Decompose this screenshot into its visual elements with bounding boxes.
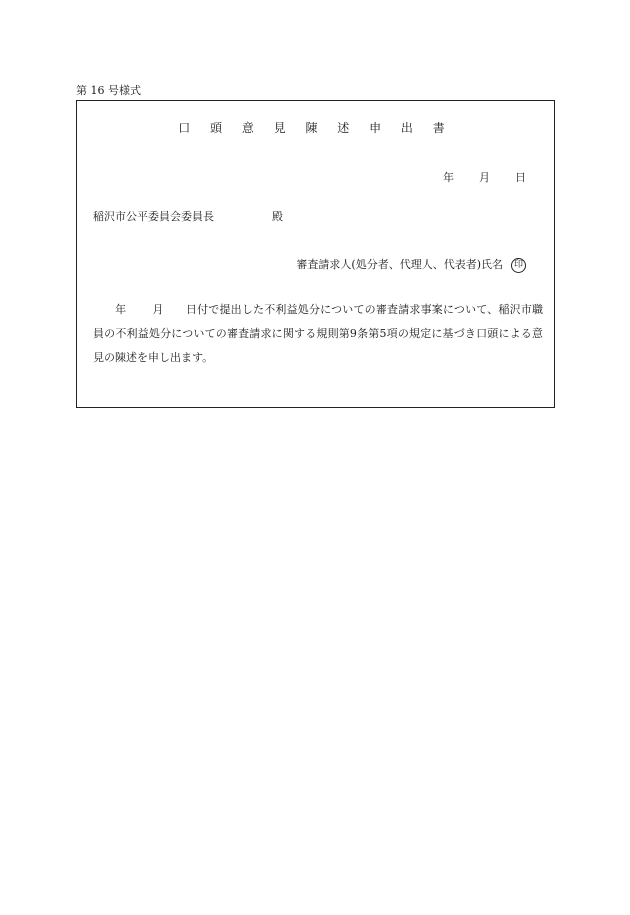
date-year-label: 年 <box>443 171 454 184</box>
document-title: 口 頭 意 見 陳 述 申 出 書 <box>178 121 453 135</box>
body-year-label: 年 <box>115 303 127 316</box>
addressee-honorific: 殿 <box>272 210 283 223</box>
form-box <box>76 100 555 408</box>
date-month-label: 月 <box>479 171 490 184</box>
form-number: 第 16 号様式 <box>76 84 141 97</box>
addressee-name: 稲沢市公平委員会委員長 <box>93 210 214 223</box>
claimant-label: 審査請求人(処分者、代理人、代表者)氏名 <box>296 258 503 271</box>
claimant-line <box>296 257 526 273</box>
seal-icon: 印 <box>511 258 526 273</box>
body-month-label: 月 <box>152 303 164 316</box>
date-line <box>443 171 526 185</box>
body-text: 日付で提出した不利益処分についての審査請求事案について、稲沢市職員の不利益処分についての審査請求に関する規則第9条第5項の規定に基づき口頭による意見の陳述を申し出ます。 <box>93 303 544 364</box>
date-day-label: 日 <box>515 171 526 184</box>
body-paragraph <box>93 298 543 370</box>
